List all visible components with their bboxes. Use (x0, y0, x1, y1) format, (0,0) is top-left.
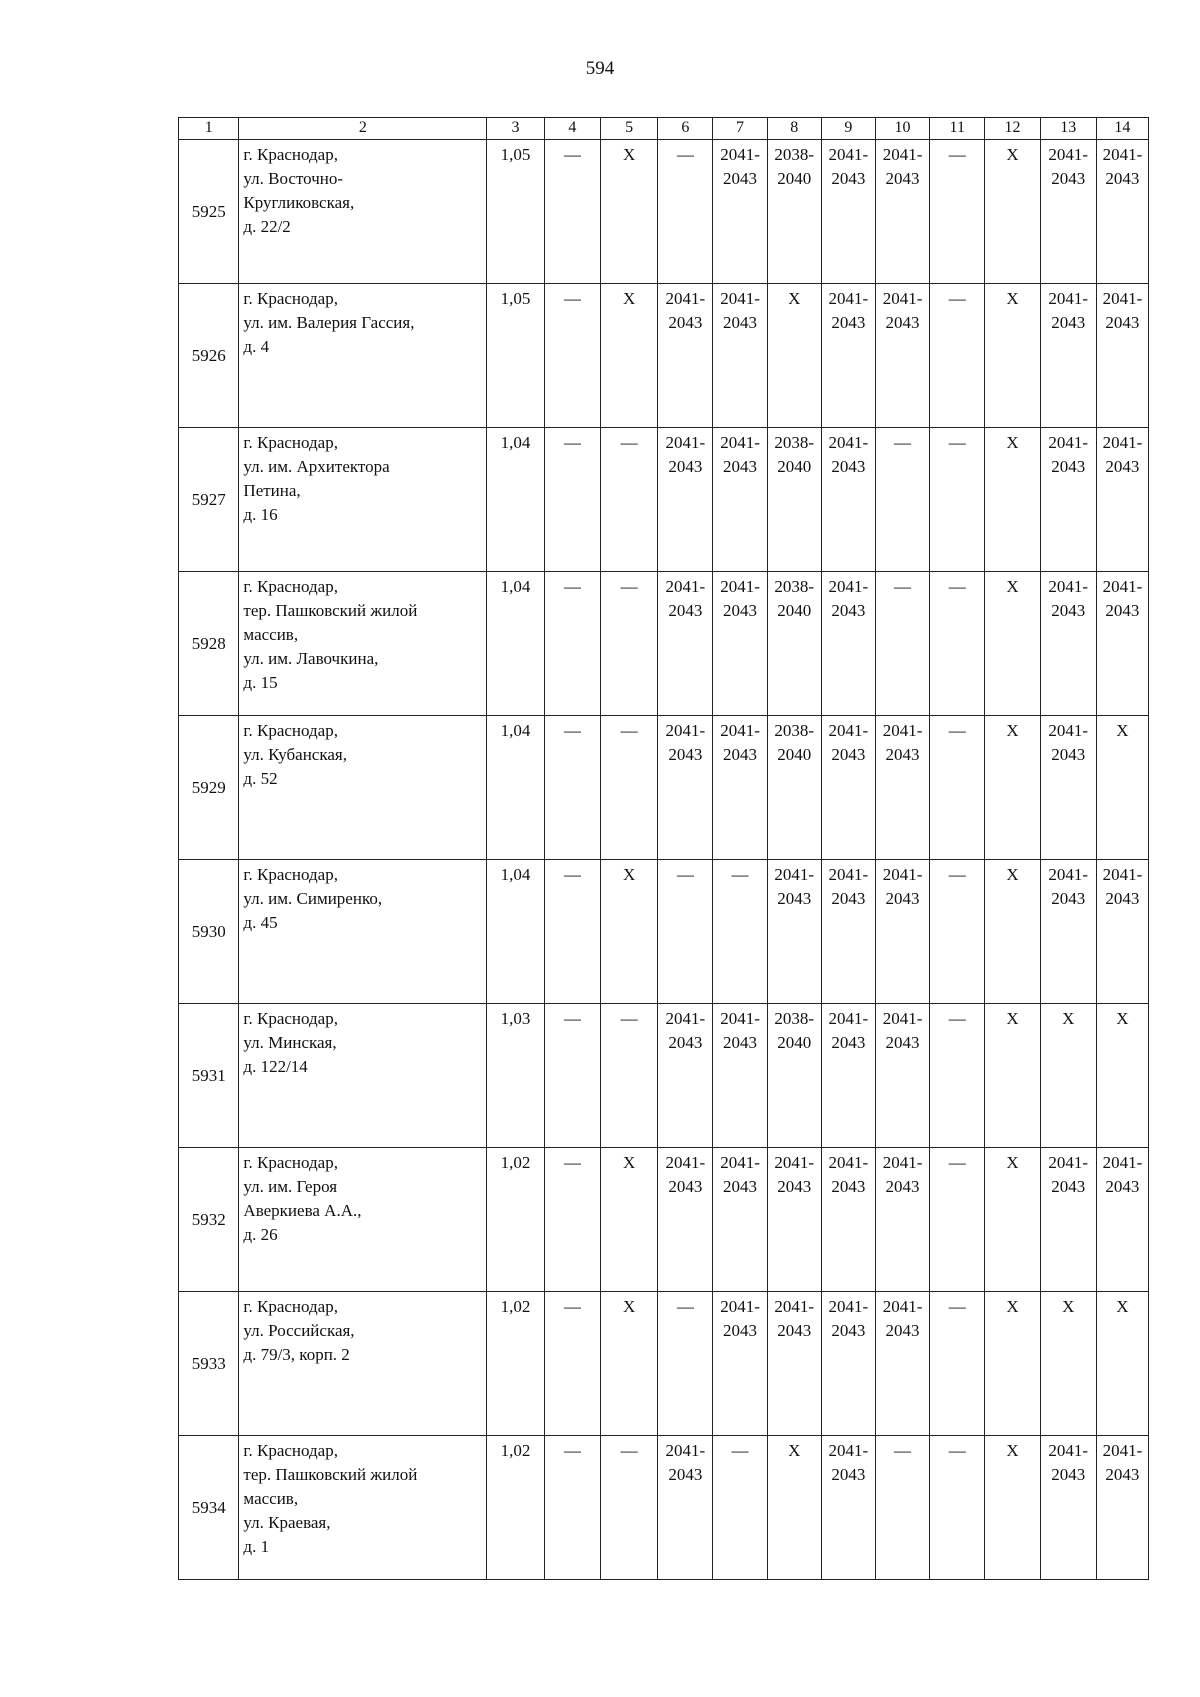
schedule-cell: 2041- 2043 (767, 1148, 821, 1292)
address-cell: г. Краснодар, тер. Пашковский жилой массив, ул. Краевая, д. 1 (239, 1436, 487, 1580)
schedule-cell: Х (600, 1148, 657, 1292)
table-row (179, 140, 1149, 284)
schedule-cell: — (658, 860, 713, 1004)
schedule-cell: — (544, 428, 600, 572)
schedule-cell: 2041- 2043 (713, 716, 767, 860)
coefficient-cell: 1,02 (487, 1436, 544, 1580)
schedule-cell: Х (1096, 1004, 1148, 1148)
schedule-cell: — (713, 860, 767, 1004)
schedule-cell: 2041- 2043 (821, 572, 875, 716)
schedule-cell: 2041- 2043 (1040, 716, 1096, 860)
table-row (179, 428, 1149, 572)
address-cell: г. Краснодар, ул. им. Валерия Гассия, д. 4 (239, 284, 487, 428)
address-cell: г. Краснодар, ул. Восточно- Кругликовская, д. 22/2 (239, 140, 487, 284)
schedule-cell: 2041- 2043 (1040, 428, 1096, 572)
schedule-cell: 2041- 2043 (821, 1436, 875, 1580)
column-header: 1 (179, 118, 239, 140)
schedule-cell: — (930, 860, 985, 1004)
schedule-cell: — (600, 1004, 657, 1148)
table-row (179, 860, 1149, 1004)
schedule-cell: 2041- 2043 (821, 860, 875, 1004)
schedule-cell: — (658, 1292, 713, 1436)
schedule-cell: 2041- 2043 (713, 1004, 767, 1148)
column-header: 7 (713, 118, 767, 140)
schedule-cell: — (930, 1004, 985, 1148)
schedule-cell: Х (600, 1292, 657, 1436)
schedule-cell: 2038- 2040 (767, 1004, 821, 1148)
table-row (179, 716, 1149, 860)
schedule-cell: Х (985, 428, 1040, 572)
schedule-cell: Х (985, 1436, 1040, 1580)
coefficient-cell: 1,05 (487, 284, 544, 428)
schedule-cell: 2038- 2040 (767, 716, 821, 860)
page-number: 594 (585, 58, 615, 79)
schedule-cell: 2041- 2043 (1096, 428, 1148, 572)
row-number: 5929 (179, 716, 239, 860)
schedule-cell: 2041- 2043 (875, 860, 929, 1004)
schedule-cell: — (544, 1004, 600, 1148)
column-header: 8 (767, 118, 821, 140)
schedule-cell: 2041- 2043 (1096, 140, 1148, 284)
schedule-cell: 2041- 2043 (875, 140, 929, 284)
schedule-cell: — (930, 1436, 985, 1580)
schedule-cell: Х (1040, 1004, 1096, 1148)
coefficient-cell: 1,04 (487, 860, 544, 1004)
schedule-cell: 2041- 2043 (658, 572, 713, 716)
schedule-cell: 2038- 2040 (767, 572, 821, 716)
column-header: 13 (1040, 118, 1096, 140)
schedule-cell: Х (985, 284, 1040, 428)
schedule-cell: Х (985, 860, 1040, 1004)
address-cell: г. Краснодар, ул. им. Героя Аверкиева А.А., д. 26 (239, 1148, 487, 1292)
schedule-cell: — (600, 716, 657, 860)
address-cell: г. Краснодар, ул. Минская, д. 122/14 (239, 1004, 487, 1148)
schedule-cell: 2041- 2043 (713, 140, 767, 284)
schedule-cell: — (930, 1292, 985, 1436)
schedule-cell: 2041- 2043 (713, 1292, 767, 1436)
schedule-cell: — (600, 572, 657, 716)
row-number: 5925 (179, 140, 239, 284)
schedule-cell: Х (1040, 1292, 1096, 1436)
column-header: 11 (930, 118, 985, 140)
schedule-cell: 2041- 2043 (1096, 572, 1148, 716)
schedule-cell: Х (985, 572, 1040, 716)
schedule-cell: — (930, 716, 985, 860)
schedule-cell: 2041- 2043 (1096, 860, 1148, 1004)
schedule-cell: Х (600, 860, 657, 1004)
schedule-cell: 2041- 2043 (1040, 140, 1096, 284)
table-row (179, 1292, 1149, 1436)
address-cell: г. Краснодар, ул. Российская, д. 79/3, корп. 2 (239, 1292, 487, 1436)
schedule-cell: — (544, 860, 600, 1004)
column-header: 14 (1096, 118, 1148, 140)
column-header: 6 (658, 118, 713, 140)
coefficient-cell: 1,02 (487, 1292, 544, 1436)
schedule-cell: — (930, 284, 985, 428)
schedule-cell: 2041- 2043 (821, 716, 875, 860)
schedule-cell: 2041- 2043 (1040, 284, 1096, 428)
schedule-cell: — (544, 284, 600, 428)
housing-schedule-table (178, 117, 1149, 1580)
table-row (179, 284, 1149, 428)
schedule-cell: 2041- 2043 (1096, 1436, 1148, 1580)
schedule-cell: 2041- 2043 (821, 1004, 875, 1148)
table-row (179, 1148, 1149, 1292)
address-cell: г. Краснодар, ул. им. Архитектора Петина, д. 16 (239, 428, 487, 572)
coefficient-cell: 1,02 (487, 1148, 544, 1292)
schedule-cell: — (713, 1436, 767, 1580)
schedule-cell: 2041- 2043 (658, 428, 713, 572)
coefficient-cell: 1,03 (487, 1004, 544, 1148)
column-header: 10 (875, 118, 929, 140)
row-number: 5927 (179, 428, 239, 572)
schedule-cell: 2041- 2043 (658, 1436, 713, 1580)
schedule-cell: 2041- 2043 (875, 1004, 929, 1148)
schedule-cell: 2041- 2043 (1040, 572, 1096, 716)
schedule-cell: 2041- 2043 (875, 1292, 929, 1436)
schedule-cell: — (930, 1148, 985, 1292)
coefficient-cell: 1,04 (487, 716, 544, 860)
schedule-cell: 2041- 2043 (658, 1148, 713, 1292)
schedule-cell: 2041- 2043 (713, 572, 767, 716)
schedule-cell: — (544, 716, 600, 860)
row-number: 5931 (179, 1004, 239, 1148)
coefficient-cell: 1,05 (487, 140, 544, 284)
row-number: 5926 (179, 284, 239, 428)
schedule-cell: 2041- 2043 (821, 284, 875, 428)
schedule-cell: — (600, 428, 657, 572)
schedule-cell: — (544, 140, 600, 284)
row-number: 5933 (179, 1292, 239, 1436)
schedule-cell: 2041- 2043 (1040, 1148, 1096, 1292)
coefficient-cell: 1,04 (487, 428, 544, 572)
column-header: 5 (600, 118, 657, 140)
schedule-cell: Х (985, 1004, 1040, 1148)
column-header: 12 (985, 118, 1040, 140)
schedule-cell: Х (1096, 716, 1148, 860)
table-row (179, 1436, 1149, 1580)
schedule-cell: 2041- 2043 (821, 1292, 875, 1436)
schedule-cell: — (875, 1436, 929, 1580)
coefficient-cell: 1,04 (487, 572, 544, 716)
schedule-cell: 2041- 2043 (658, 1004, 713, 1148)
schedule-cell: 2041- 2043 (767, 1292, 821, 1436)
column-number-row (179, 118, 1149, 140)
address-cell: г. Краснодар, тер. Пашковский жилой массив, ул. им. Лавочкина, д. 15 (239, 572, 487, 716)
schedule-cell: 2041- 2043 (1040, 860, 1096, 1004)
column-header: 3 (487, 118, 544, 140)
schedule-cell: 2041- 2043 (658, 716, 713, 860)
column-header: 2 (239, 118, 487, 140)
schedule-cell: — (544, 1292, 600, 1436)
schedule-cell: Х (767, 1436, 821, 1580)
schedule-cell: 2041- 2043 (1096, 1148, 1148, 1292)
schedule-cell: 2041- 2043 (713, 1148, 767, 1292)
schedule-cell: 2041- 2043 (875, 716, 929, 860)
schedule-cell: Х (985, 1292, 1040, 1436)
schedule-cell: Х (985, 1148, 1040, 1292)
schedule-cell: 2041- 2043 (821, 428, 875, 572)
column-header: 9 (821, 118, 875, 140)
row-number: 5928 (179, 572, 239, 716)
schedule-cell: — (930, 140, 985, 284)
schedule-cell: — (875, 572, 929, 716)
schedule-cell: 2041- 2043 (713, 428, 767, 572)
schedule-cell: — (930, 428, 985, 572)
schedule-cell: Х (600, 140, 657, 284)
schedule-cell: — (875, 428, 929, 572)
row-number: 5930 (179, 860, 239, 1004)
schedule-cell: 2041- 2043 (713, 284, 767, 428)
schedule-cell: — (658, 140, 713, 284)
schedule-cell: 2041- 2043 (1040, 1436, 1096, 1580)
schedule-cell: — (600, 1436, 657, 1580)
schedule-cell: 2041- 2043 (875, 284, 929, 428)
schedule-cell: Х (985, 140, 1040, 284)
schedule-cell: 2038- 2040 (767, 140, 821, 284)
schedule-cell: — (544, 1436, 600, 1580)
schedule-cell: Х (767, 284, 821, 428)
schedule-cell: — (544, 572, 600, 716)
schedule-cell: — (544, 1148, 600, 1292)
schedule-cell: Х (600, 284, 657, 428)
schedule-cell: 2041- 2043 (658, 284, 713, 428)
schedule-cell: Х (985, 716, 1040, 860)
schedule-cell: Х (1096, 1292, 1148, 1436)
row-number: 5932 (179, 1148, 239, 1292)
schedule-cell: 2041- 2043 (1096, 284, 1148, 428)
schedule-cell: 2041- 2043 (767, 860, 821, 1004)
schedule-cell: 2041- 2043 (821, 1148, 875, 1292)
table-row (179, 572, 1149, 716)
schedule-cell: 2041- 2043 (821, 140, 875, 284)
column-header: 4 (544, 118, 600, 140)
schedule-cell: 2038- 2040 (767, 428, 821, 572)
schedule-cell: — (930, 572, 985, 716)
schedule-cell: 2041- 2043 (875, 1148, 929, 1292)
address-cell: г. Краснодар, ул. Кубанская, д. 52 (239, 716, 487, 860)
table-row (179, 1004, 1149, 1148)
address-cell: г. Краснодар, ул. им. Симиренко, д. 45 (239, 860, 487, 1004)
row-number: 5934 (179, 1436, 239, 1580)
